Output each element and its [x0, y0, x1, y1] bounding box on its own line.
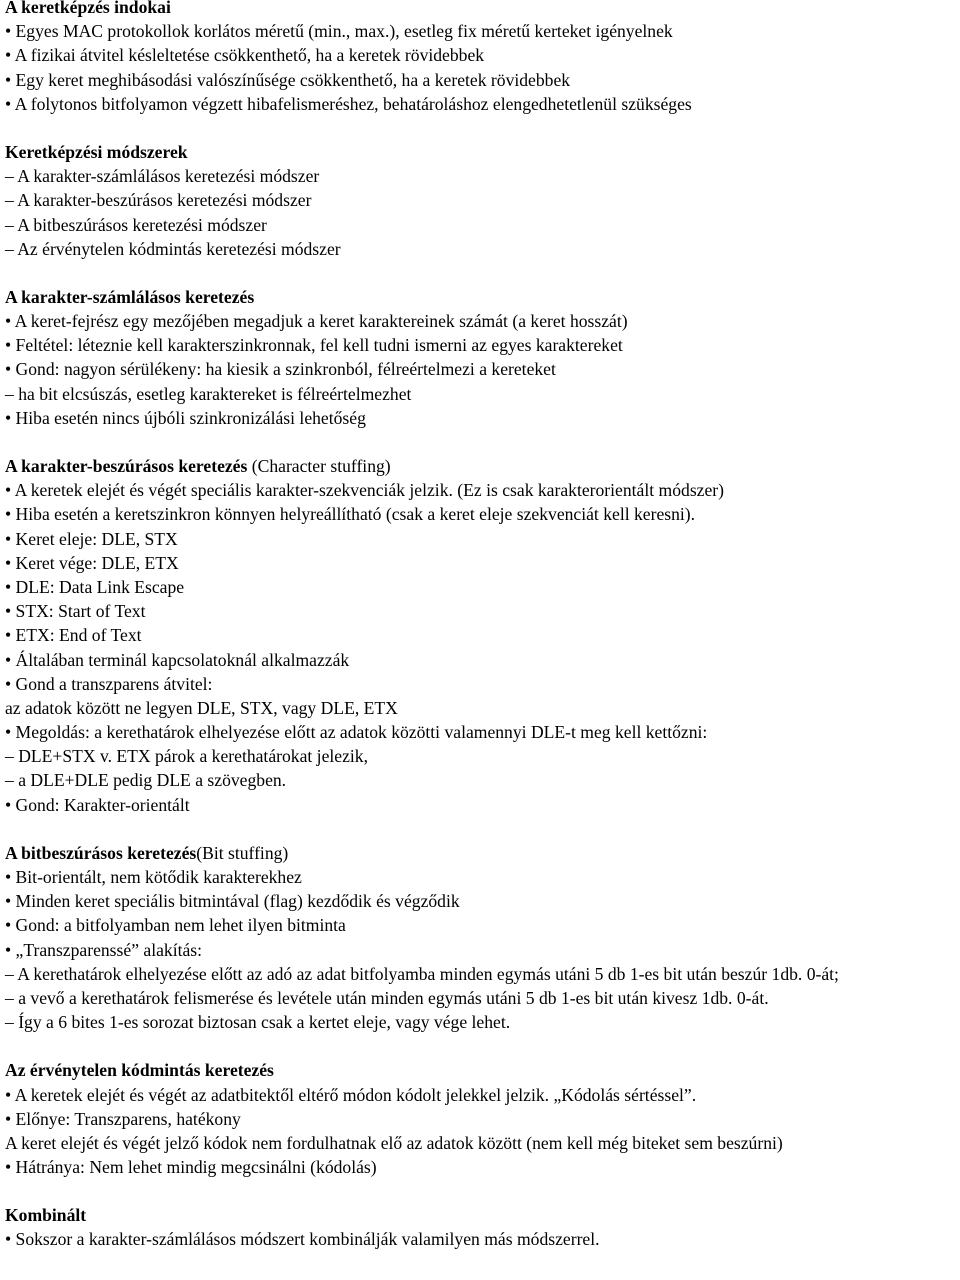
- bullet-item: • DLE: Data Link Escape: [5, 576, 185, 597]
- bullet-item: • A keret-fejrész egy mezőjében megadjuk a keret karaktereinek számát (a keret hosszát): [5, 311, 628, 332]
- bullet-item: • STX: Start of Text: [5, 601, 146, 622]
- bullet-item: • Minden keret speciális bitmintával (flag) kezdődik és végződik: [5, 891, 460, 912]
- section-heading: [5, 285, 960, 309]
- section-heading-text: A keretképzés indokai: [5, 0, 171, 17]
- bullet-item: • A keretek elejét és végét az adatbitektől eltérő módon kódolt jelekkel jelzik. „Kódolás sértéssel”.: [5, 1084, 697, 1105]
- section-heading: [5, 841, 960, 865]
- section-heading-text: Keretképzési módszerek: [5, 141, 188, 162]
- section-heading: [5, 1203, 960, 1227]
- bullet-item: • A keretek elejét és végét speciális karakter-szekvenciák jelzik. (Ez is csak karakterorientált módszer): [5, 480, 724, 501]
- bullet-item: • Hiba esetén nincs újbóli szinkronizálási lehetőség: [5, 407, 366, 428]
- section-heading-text: Az érvénytelen kódmintás keretezés: [5, 1060, 274, 1081]
- section-2: [5, 285, 960, 430]
- text-line: A keret elejét és végét jelző kódok nem fordulhatnak elő az adatok között (nem kell még biteket sem beszúrni): [5, 1132, 783, 1153]
- section-heading-text: A karakter-számlálásos keretezés: [5, 286, 255, 307]
- bullet-item: • Keret eleje: DLE, STX: [5, 528, 178, 549]
- text-line: az adatok között ne legyen DLE, STX, vagy DLE, ETX: [5, 697, 398, 718]
- section-heading: [5, 0, 960, 19]
- section-4: [5, 841, 960, 1035]
- section-1: [5, 140, 960, 261]
- bullet-item: • Hátránya: Nem lehet mindig megcsinálni (kódolás): [5, 1157, 377, 1178]
- bullet-item: • Egyes MAC protokollok korlátos méretű (min., max.), esetleg fix méretű kerteket igényelnek: [5, 21, 673, 42]
- section-6: [5, 1203, 960, 1251]
- bullet-item: • Gond a transzparens átvitel:: [5, 673, 213, 694]
- section-0: [5, 0, 960, 116]
- bullet-item: • „Transzparenssé” alakítás:: [5, 939, 203, 960]
- section-heading-text: A karakter-beszúrásos keretezés: [5, 456, 248, 476]
- bullet-item: • Gond: a bitfolyamban nem lehet ilyen bitminta: [5, 915, 346, 936]
- dash-item: – a vevő a kerethatárok felismerése és levétele után minden egymás utáni 5 db 1-es bit után kivesz 1db. 0-át.: [5, 987, 769, 1008]
- dash-item: – A bitbeszúrásos keretezési módszer: [5, 214, 267, 235]
- section-heading: [5, 140, 960, 164]
- section-heading: [5, 454, 960, 478]
- section-heading-suffix: (Bit stuffing): [196, 842, 289, 863]
- bullet-item: • Megoldás: a kerethatárok elhelyezése előtt az adatok közötti valamennyi DLE-t meg kell kettőzni:: [5, 722, 708, 743]
- dash-item: – ha bit elcsúszás, esetleg karaktereket is félreértelmezhet: [5, 383, 412, 404]
- bullet-item: • Feltétel: léteznie kell karakterszinkronnak, fel kell tudni ismerni az egyes karaktereket: [5, 335, 623, 356]
- bullet-item: • ETX: End of Text: [5, 625, 142, 646]
- bullet-item: • A folytonos bitfolyamon végzett hibafelismeréshez, behatároláshoz elengedhetetlenül szükséges: [5, 93, 692, 114]
- section-3: [5, 454, 960, 817]
- section-heading: [5, 1058, 960, 1082]
- bullet-item: • Gond: nagyon sérülékeny: ha kiesik a szinkronból, félreértelmezi a kereteket: [5, 359, 556, 380]
- dash-item: – DLE+STX v. ETX párok a kerethatárokat jelezik,: [5, 746, 368, 767]
- dash-item: – Az érvénytelen kódmintás keretezési módszer: [5, 238, 341, 259]
- bullet-item: • Keret vége: DLE, ETX: [5, 552, 179, 573]
- dash-item: – A karakter-számlálásos keretezési módszer: [5, 166, 320, 187]
- dash-item: – A kerethatárok elhelyezése előtt az adó az adat bitfolyamba minden egymás utáni 5 db 1-es bit után beszúr 1db. 0-át;: [5, 963, 839, 984]
- dash-item: – a DLE+DLE pedig DLE a szövegben.: [5, 770, 287, 791]
- bullet-item: • Hiba esetén a keretszinkron könnyen helyreállítható (csak a keret eleje szekvenciát kell keresni).: [5, 504, 696, 525]
- dash-item: – A karakter-beszúrásos keretezési módszer: [5, 190, 312, 211]
- section-5: [5, 1058, 960, 1179]
- bullet-item: • Általában terminál kapcsolatoknál alkalmazzák: [5, 649, 350, 670]
- section-heading-suffix: (Character stuffing): [247, 456, 391, 476]
- bullet-item: • Sokszor a karakter-számlálásos módszert kombinálják valamilyen más módszerrel.: [5, 1229, 600, 1250]
- bullet-item: • Bit-orientált, nem kötődik karakterekhez: [5, 867, 302, 887]
- bullet-item: • Gond: Karakter-orientált: [5, 794, 190, 815]
- section-heading-text: Kombinált: [5, 1205, 87, 1226]
- dash-item: – Így a 6 bites 1-es sorozat biztosan csak a kertet eleje, vagy vége lehet.: [5, 1012, 511, 1033]
- bullet-item: • Előnye: Transzparens, hatékony: [5, 1108, 241, 1129]
- document-page: [5, 0, 960, 1252]
- bullet-item: • A fizikai átvitel késleltetése csökkenthető, ha a keretek rövidebbek: [5, 45, 485, 66]
- bullet-item: • Egy keret meghibásodási valószínűsége csökkenthető, ha a keretek rövidebbek: [5, 69, 571, 90]
- section-heading-text: A bitbeszúrásos keretezés: [5, 842, 197, 863]
